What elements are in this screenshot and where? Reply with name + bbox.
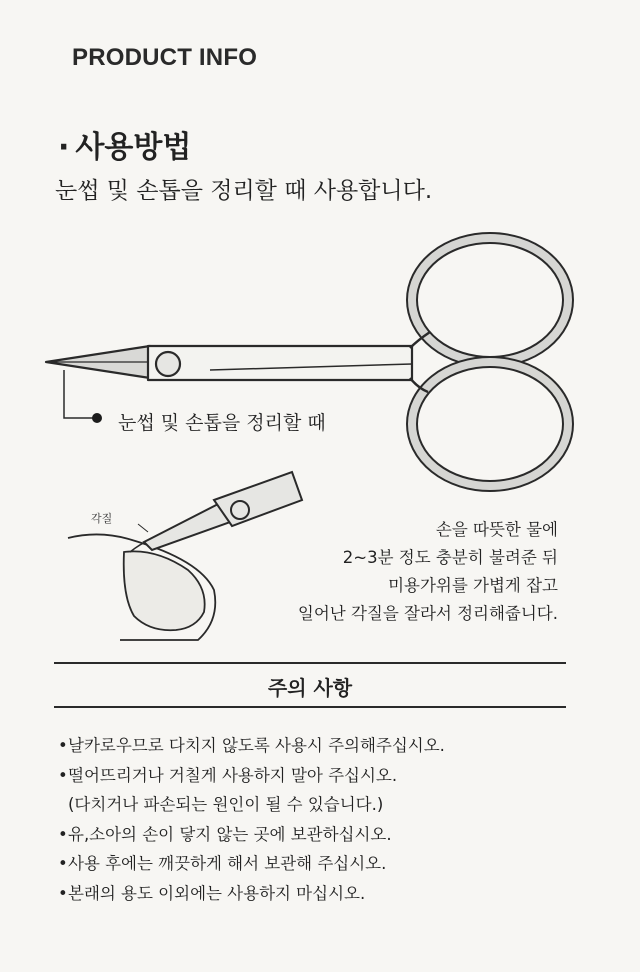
caution-item [58,880,445,910]
caution-bottom-divider [54,706,566,708]
caution-item [58,791,445,821]
caution-top-divider [54,662,566,664]
finger-nail-illustration [68,524,215,640]
caution-item [58,762,445,792]
caution-item [58,732,445,762]
page-header-title: PRODUCT INFO [72,44,258,71]
usage-title-text: 사용방법 [75,130,192,165]
callout-dot [92,413,102,423]
lower-loop-fill [412,362,568,486]
pivot-screw [156,352,180,376]
bullet-icon: • [58,854,68,873]
instruction-line: 일어난 각질을 잘라서 정리해줍니다. [297,604,558,623]
caution-item-text: 사용 후에는 깨끗하게 해서 보관해 주십시오. [68,854,387,873]
bullet-icon: • [58,883,68,903]
cuticle-pointer [138,524,148,532]
instruction-line: 손을 따뜻한 물에 [435,520,558,539]
nail-outline [124,551,205,630]
caution-item [58,850,445,880]
title-bullet: · [58,130,70,165]
bullet-icon: • [58,765,68,785]
caution-item-text: 날카로우므로 다치지 않도록 사용시 주의해주십시오. [68,736,445,755]
caution-list [58,732,445,909]
cuticle-label: 각질 [91,512,113,525]
bullet-icon: • [58,736,68,755]
instruction-line: 미용가위를 가볍게 잡고 [388,576,558,595]
instruction-line: 2~3분 정도 충분히 불려준 뒤 [342,548,558,567]
tip-pivot [231,501,249,519]
tip-shank [214,472,302,526]
scissors-icon [46,238,568,486]
upper-loop-fill [412,238,568,362]
eyebrow-nail-label: 눈썹 및 손톱을 정리할 때 [118,412,326,434]
scissors-tip-icon [144,472,302,550]
caution-item [58,821,445,851]
caution-item-text: 유,소아의 손이 닿지 않는 곳에 보관하십시오. [68,824,392,844]
caution-item-text: (다치거나 파손되는 원인이 될 수 있습니다.) [68,795,384,814]
cuticle-instructions [298,516,558,628]
usage-description: 눈썹 및 손톱을 정리할 때 사용합니다. [55,178,433,204]
callout-line [64,370,95,418]
scissors-shank [148,346,412,380]
caution-heading: 주의 사항 [267,676,353,700]
bullet-icon: • [58,824,68,844]
caution-item-text: 본래의 용도 이외에는 사용하지 마십시오. [68,883,366,903]
caution-item-text: 떨어뜨리거나 거칠게 사용하지 말아 주십시오. [68,765,398,785]
